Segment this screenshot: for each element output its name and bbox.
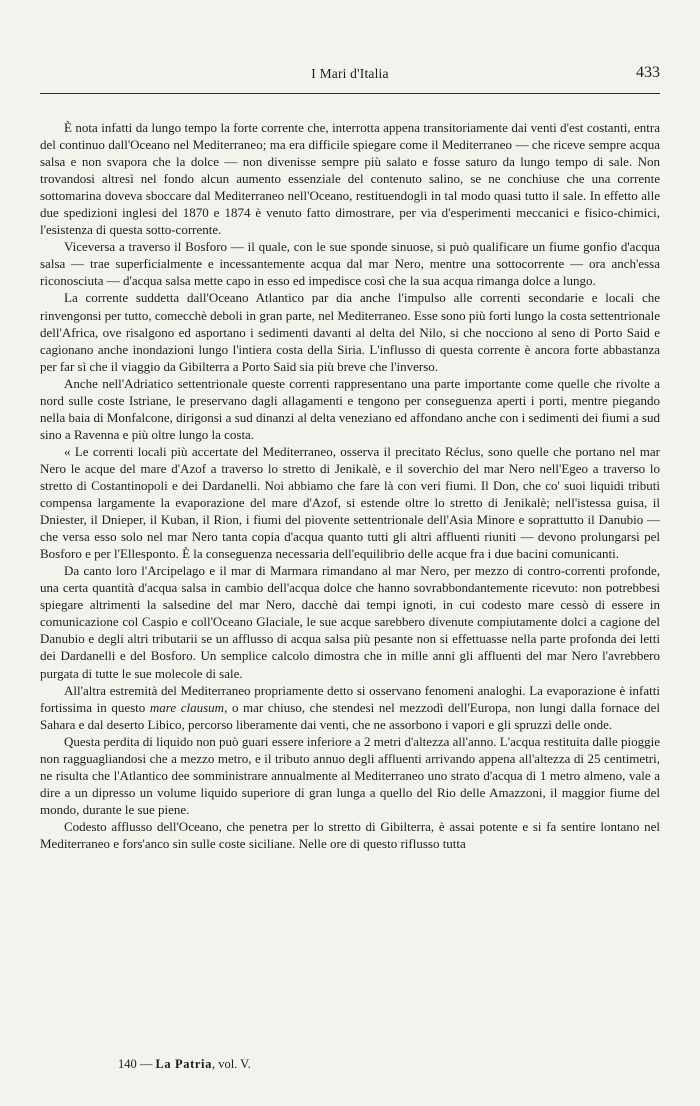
paragraph-text: Da canto loro l'Arcipelago e il mar di Marmara rimandano al mar Nero, per mezzo di contro-correnti profonde, una certa quantità d'acqua salsa in cambio dell'acqua dolce che hanno sovrabbondantemente ricevuto: non potrebbesi spiegare altrimenti la salsedine del mar Nero, dacchè dai tempi ignoti, in cui codesto mare cessò di essere in comunicazione col Caspio e coll'Oceano Glaciale, le sue acque sarebbero divenute compiutamente dolci a cagione del Danubio e degli altri tributarii se un afflusso di acqua salsa più pesante non si effettuasse nella parte profonda dei letti dei Dardanelli e del Bosforo. Un semplice calcolo dimostra che in mille anni gli affluenti del mar Nero l'avrebbero purgata di tutte le sue molecole di sale. [40, 563, 660, 681]
running-title: I Mari d'Italia [311, 66, 389, 81]
paragraph [40, 119, 660, 238]
signature-mark: 140 — [118, 1057, 153, 1071]
paragraph-text: Anche nell'Adriatico settentrionale queste correnti rappresentano una parte importante come quelle che rivolte a nord sulle coste Istriane, le preservano dagli allagamenti e tengono per conseguenza aperti i porti, mentre piegando nella baia di Monfalcone, dirigonsi a sud dinanzi al delta veneziano ed affondano anche con i sedimenti dei fiumi a sud sino a Ravenna e più oltre lungo la costa. [40, 375, 660, 442]
running-head [40, 66, 660, 88]
paragraph-text: Questa perdita di liquido non può guari essere inferiore a 2 metri d'altezza all'anno. L'acqua restituita dalle pioggie non ragguagliandosi che a mezzo metro, e il tributo annuo degli affluenti arrivando appena all'altezza di 25 centimetri, ne risulta che l'Atlantico dee somministrare annualmente al Mediterraneo uno strato d'acqua di 1 metro almeno, vale a dire a un dipresso un volume liquido superiore di gran lunga a quello del Rio delle Amazzoni, il maggior fiume del mondo, durante le sue piene. [40, 733, 660, 817]
paragraph-text: Codesto afflusso dell'Oceano, che penetra per lo stretto di Gibilterra, è assai potente e si fa sentire lontano nel Mediterraneo e fors'anco sin sulle coste siciliane. Nelle ore di questo riflusso tutta [40, 818, 660, 851]
paragraph-text: Viceversa a traverso il Bosforo — il quale, con le sue sponde sinuose, si può qualificare un fiume gonfio d'acqua salsa — trae superficialmente e incessantemente acqua dal mar Nero, mentre una sottocorrente — ora anch'essa riconosciuta — d'acqua salsa mette capo in esso ed impedisce così che la sua acqua rimanga dolce a lungo. [40, 239, 660, 289]
header-rule [40, 93, 660, 94]
paragraph [40, 562, 660, 681]
paragraph [40, 733, 660, 818]
magazine-title: La Patria [155, 1057, 212, 1071]
page-number: 433 [636, 64, 660, 81]
paragraph-text: La corrente suddetta dall'Oceano Atlantico par dia anche l'impulso alle correnti secondarie e locali che rinvengonsi per tutto, comecchè deboli in gran parte, nel Mediterraneo. Esse sono più forti lungo la costa settentrionale dell'Africa, ove risalgono ed asportano i sedimenti davanti al delta del Nilo, si che nocciono al seno di Porto Said e cagionano anche inondazioni lungo l'intiera costa della Siria. L'influsso di questa corrente è ancora forte abbastanza per far sì che il viaggio da Gibilterra a Porto Said sia più breve che l'inverso. [40, 290, 660, 374]
paragraph [40, 682, 660, 733]
paragraph-text: È nota infatti da lungo tempo la forte corrente che, interrotta appena transitoriamente dai venti d'est costanti, entra del continuo dall'Oceano nel Mediterraneo; ma era difficile spiegare come il Mediterraneo — che riceve sempre acqua salsa e non svapora che la dolce — non divenisse sempre più salato e fosse saturo da lungo tempo di sale. Non trovandosi altresì nel fondo alcun aumento essenziale del contenuto salino, se ne conchiuse che una corrente sottomarina doveva sboccare dal Mediterraneo nell'Oceano, restituendogli in tal modo quasi tutto il sale. In effetto alle due spedizioni inglesi del 1870 e 1874 è venuto fatto dimostrare, per via d'esperimenti meccanici e fisico-chimici, l'esistenza di questa sotto-corrente. [40, 120, 660, 238]
paragraph [40, 375, 660, 443]
footer-signature [118, 1057, 251, 1072]
paragraph-text: All'altra estremità del Mediterraneo propriamente detto si osservano fenomeni analoghi. La evaporazione è infatti fortissima in questo [40, 682, 660, 715]
latin-phrase: mare clausum [149, 699, 225, 715]
paragraph [40, 443, 660, 562]
paragraph [40, 238, 660, 289]
volume-label: , vol. V. [211, 1057, 251, 1071]
paragraph-text: , o mar chiuso, che stendesi nel mezzodì dell'Europa, non lungi dalla fornace del Sahara e dal deserto Libico, percorso liberamente dai venti, che ne assorbono i vapori e gli spruzzi delle onde. [40, 699, 661, 732]
paragraph [40, 289, 660, 374]
paragraph-text: « Le correnti locali più accertate del Mediterraneo, osserva il precitato Réclus, sono quelle che portano nel mar Nero le acque del mare d'Azof a traverso lo stretto di Jenikalè, e il soverchio del mar Nero nell'Egeo a traverso lo stretto di Costantinopoli e dei Dardanelli. Noi abbiamo che fare là con veri fiumi. Il Don, che co' suoi liquidi tributi compensa largamente la evaporazione del mare d'Azof, si estende oltre lo stretto di Jenikalè; nell'istessa guisa, il Dniester, il Dnieper, il Kuban, il Rion, i fiumi del piovente settentrionale dell'Asia Minore e soprattutto il Danubio — che versa esso solo nel mar Nero tanta copia d'acqua quanto tutti gli altri affluenti riuniti — devono prolungarsi pel Bosforo e per l'Ellesponto. È la conseguenza necessaria dell'equilibrio delle acque fra i due bacini comunicanti. [40, 443, 660, 562]
paragraph [40, 818, 660, 852]
body-text [40, 119, 660, 852]
